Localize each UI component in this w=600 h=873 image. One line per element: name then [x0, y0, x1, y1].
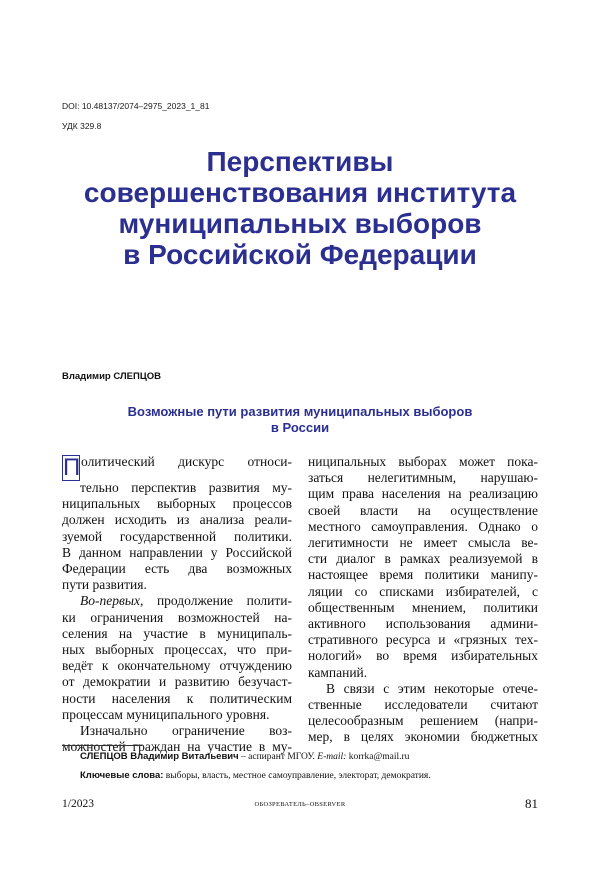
footnote-author-name: СЛЕПЦОВ Владимир Витальевич — [80, 751, 239, 762]
body-line: местного самоуправления. Однако о — [308, 518, 538, 534]
article-subtitle — [100, 404, 500, 436]
body-line: В данном направлении у Российской — [62, 544, 292, 560]
body-line: тельно перспектив развития му- — [80, 480, 292, 495]
footnote-email: korrka@mail.ru — [346, 752, 410, 762]
page-number: 81 — [525, 796, 538, 811]
body-line: ниципальных выборах может пока- — [308, 454, 538, 469]
body-line: Изначально ограничение воз- — [80, 723, 292, 739]
body-line: сти диалог в рамках реализуемой в — [308, 551, 538, 567]
body-line: кампаний. — [308, 664, 368, 680]
drop-cap: П — [63, 454, 81, 481]
subtitle-line: Возможные пути развития муниципальных выборов — [127, 404, 473, 419]
body-line: своей власти на осуществление — [308, 502, 538, 518]
body-line: ных выборных процессах, что при- — [62, 642, 292, 658]
author-footnote — [80, 751, 409, 762]
title-line: муниципальных выборов — [118, 208, 482, 239]
body-line — [62, 593, 292, 609]
keywords-label: Ключевые слова: — [80, 770, 164, 781]
body-line: пути развития. — [62, 577, 147, 593]
udk-text: УДК 329.8 — [62, 121, 102, 131]
body-line: целесообразным решением (напри- — [308, 713, 538, 729]
body-text: , продолжение полити- — [139, 593, 292, 609]
body-line: ляции со списками избирателей, с — [308, 583, 538, 599]
body-line: ниципальных выборных процессов — [62, 496, 292, 512]
body-line: зуемой государственной политики. — [62, 528, 292, 544]
body-line: от демократии и развитию безучаст- — [62, 674, 292, 690]
body-line: заться нелегитимным, нарушаю- — [308, 470, 538, 486]
title-line: Перспективы — [206, 146, 394, 177]
body-line: можностей граждан на участие в му- — [62, 739, 292, 755]
footnote-divider — [62, 745, 142, 746]
body-column-right — [308, 454, 538, 746]
body-line: активного использования админи- — [308, 616, 538, 632]
body-line: ности населения к политическим — [62, 690, 292, 706]
footnote-email-label: E-mail: — [317, 752, 347, 762]
body-line: настоящее время политики манипу- — [308, 567, 538, 583]
body-line: ственные исследователи считают — [308, 697, 538, 713]
issue-number: 1/2023 — [62, 798, 94, 810]
body-line: общественным мнением, политики — [308, 599, 538, 615]
author-name: Владимир СЛЕПЦОВ — [62, 371, 162, 382]
keywords-footnote — [80, 770, 431, 781]
subtitle-line: в России — [270, 420, 330, 435]
body-text: олитический дискурс относи- — [81, 454, 292, 469]
body-line — [62, 454, 292, 480]
article-title — [40, 146, 560, 270]
journal-name: ОБОЗРЕВАТЕЛЬ–OBSERVER — [254, 801, 346, 808]
title-line: совершенствования института — [83, 177, 517, 208]
body-line: нологий» во время избирательных — [308, 648, 538, 664]
body-line: должен исходить из анализа реали- — [62, 512, 292, 528]
body-line: процессам муниципального уровня. — [62, 706, 270, 722]
body-line: В связи с этим некоторые отече- — [326, 680, 538, 696]
body-column-left — [62, 454, 292, 755]
body-line: ки ограничения возможностей на- — [62, 609, 292, 625]
doi-text: DOI: 10.48137/2074–2975_2023_1_81 — [62, 101, 210, 111]
body-line: селения на участие в муниципаль- — [62, 625, 292, 641]
keywords-text: выборы, власть, местное самоуправление, электорат, демократия. — [163, 771, 431, 781]
body-line: щим права населения на реализацию — [308, 486, 538, 502]
body-line: ведёт к окончательному отчуждению — [62, 658, 292, 674]
footnote-author-role: – аспирант МГОУ. — [238, 752, 318, 762]
body-line: легитимности не имеет смысла ве- — [308, 535, 538, 551]
body-line: стративного ресурса и «грязных тех- — [308, 632, 538, 648]
title-line: в Российской Федерации — [123, 239, 477, 270]
emphasis-text: Во-первых — [80, 593, 140, 609]
body-line: мер, в целях экономии бюджетных — [308, 729, 538, 745]
body-line: Федерации есть два возможных — [62, 561, 292, 577]
